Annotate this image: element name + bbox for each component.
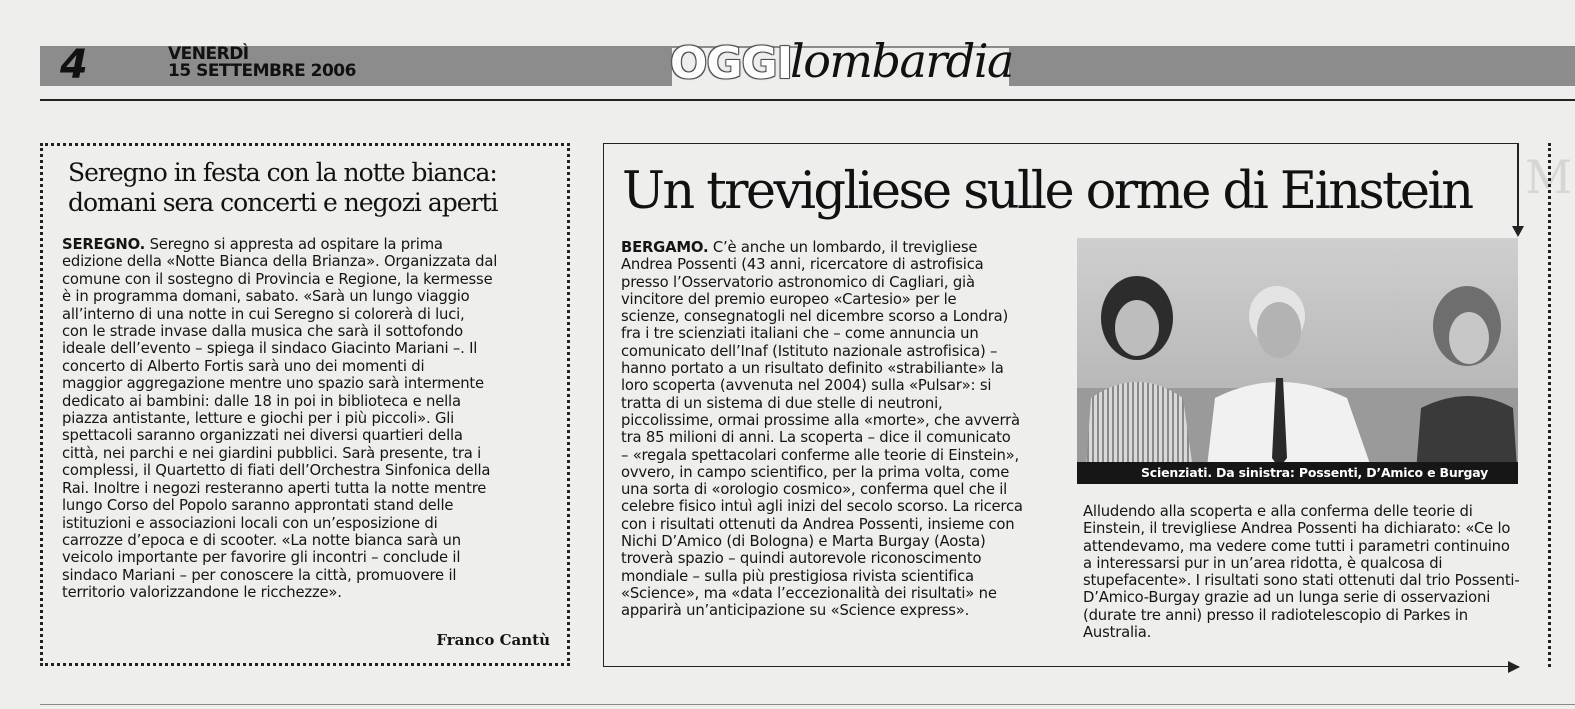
body-line: veicolo importante per favorire gli incontri – conclude il (62, 549, 461, 567)
body-line: comune con il sostegno di Provincia e Regione, la kermesse (62, 270, 493, 288)
body-line: ideale dell’evento – spiega il sindaco Giacinto Mariani –. Il (62, 340, 478, 358)
body-line: maggior aggregazione mentre uno spazio sarà intermente (62, 375, 484, 393)
left-article-title (68, 158, 558, 218)
body-line: Einstein, il trevigliese Andrea Possenti ha dichiarato: «Ce (1083, 520, 1493, 538)
body-line: piazza antistante, letture e giochi per i più piccoli». Gli (62, 410, 455, 428)
body-line: complessi, il Quartetto di fiati dell’Orchestra Sinfonica della (62, 462, 491, 480)
body-line: apparirà un’anticipazione su «Science express». (621, 602, 970, 620)
body-line: una sorta di «orologio cosmico», conferma quel che il (621, 481, 1008, 499)
body-line: spettacoli saranno organizzati nei diversi quartieri della (62, 427, 463, 445)
body-line: territorio valorizzandone le ricchezze». (62, 584, 342, 602)
body-line: istituzioni e associazioni locali con un’esposizione di (62, 514, 438, 532)
body-line: fra i tre scienziati italiani che – come annuncia un (621, 325, 979, 343)
right-dotted-border (1548, 143, 1551, 667)
body-line: con i risultati ottenuti da Andrea Possenti, insieme con (621, 515, 1015, 533)
page-number: 4 (60, 42, 88, 88)
body-line: Rai. Inoltre i negozi resteranno aperti tutta la notte mentre (62, 479, 487, 497)
left-title-line-1: Seregno in festa con la notte bianca: (68, 158, 497, 187)
body-line: concerto di Alberto Fortis sarà uno dei momenti di (62, 357, 425, 375)
body-line: «Science», ma «data l’eccezionalità dei risultati» ne (621, 584, 997, 602)
body-line: all’interno di una notte in cui Seregno si colorerà di luci, (62, 305, 465, 323)
right-kicker: BERGAMO. (621, 239, 709, 256)
body-line: lungo Corso del Popolo saranno approntati stand delle (62, 497, 454, 515)
body-line: edizione della «Notte Bianca della Brianza». Organizzata dal (62, 253, 498, 271)
body-line: città, nei parchi e nei giardini pubblici. Sarà presente, tra i (62, 444, 482, 462)
left-article-author: Franco Cantù (436, 631, 550, 649)
body-line: scienze, consegnatogli nel dicembre scorso a Londra) (621, 308, 1009, 326)
body-line: hanno portato a un risultato definito «strabiliante» la (621, 360, 1004, 378)
body-line: carrozze d’epoca e di scooter. «La notte bianca sarà un (62, 531, 461, 549)
body-line: dedicato ai bambini: dalle 18 in poi in biblioteca e nella (62, 392, 461, 410)
body-line: ovvero, in campo scientifico, per la prima volta, come (621, 463, 1010, 481)
body-line: Alludendo alla scoperta e alla conferma delle teorie di (1083, 503, 1473, 520)
body-line: mondiale – sulla più prestigiosa rivista scientifica (621, 567, 974, 585)
body-line: serie di osservazioni (durate tre anni) presso il (1083, 589, 1491, 624)
right-article-body-col2 (1083, 503, 1523, 641)
body-line: tratta di un sistema di due stelle di neutroni, (621, 394, 943, 412)
left-title-line-2: domani sera concerti e negozi aperti (68, 188, 498, 217)
body-line: con le strade invase dalla musica che sarà il sottofondo (62, 323, 464, 341)
scientists-photo (1077, 238, 1518, 484)
left-kicker: SEREGNO. (62, 236, 146, 253)
body-line: SEREGNO. Seregno si appresta ad ospitare la prima (62, 236, 443, 253)
body-line: BERGAMO. C’è anche un lombardo, il trevigliese (621, 239, 978, 256)
body-line: qualcosa di stupefacente». I risultati sono stati ottenuti (1083, 554, 1443, 590)
arrow-down-icon (1512, 226, 1524, 237)
body-line: dal trio Possenti-D’Amico-Burgay grazie ad un lunga (1083, 572, 1520, 607)
body-line: radiotelescopio di Parkes in Australia. (1083, 606, 1468, 642)
bleed-through-glyph: M (1525, 150, 1573, 204)
issue-date (168, 46, 356, 80)
body-line: piccolissime, ormai prossime alla «morte», che avverrà (621, 411, 1020, 429)
body-line: comunicato dell’Inaf (Istituto nazionale astrofisica) – (621, 342, 998, 360)
body-line: Nichi D’Amico (di Bologna) e Marta Burgay (Aosta) (621, 533, 986, 551)
issue-weekday: VENERDÌ (168, 44, 249, 64)
masthead-region: lombardia (790, 34, 1013, 88)
body-line: – «regala spettacolari conferme alle teorie di Einstein», (621, 446, 1019, 464)
right-article-body-col1 (621, 239, 1061, 620)
body-line: continuino a interessarsi pur in un’area ridotta, è (1083, 537, 1510, 572)
body-line: presso l’Osservatorio astronomico di Cagliari, già (621, 273, 975, 291)
body-line: Andrea Possenti (43 anni, ricercatore di astrofisica (621, 256, 984, 274)
body-line: è in programma domani, sabato. «Sarà un lungo viaggio (62, 288, 470, 306)
right-frame-edge (1517, 143, 1519, 228)
photo-caption: Scienziati. Da sinistra: Possenti, D’Amico e Burgay (1077, 462, 1518, 484)
body-line: lo attendevamo, ma vedere come tutti i parametri (1083, 520, 1511, 555)
body-line: tra 85 milioni di anni. La scoperta – dice il comunicato (621, 429, 1011, 447)
body-line: sindaco Mariani – per conoscere la città, promuovere il (62, 566, 457, 584)
photo-illustration (1077, 238, 1518, 484)
right-article-title: Un trevigliese sulle orme di Einstein (622, 162, 1472, 221)
arrow-right-icon (1508, 661, 1520, 673)
body-line: vincitore del premio europeo «Cartesio» per le (621, 290, 957, 308)
issue-date-text: 15 SETTEMBRE 2006 (168, 61, 356, 81)
bottom-rule (40, 704, 1575, 705)
left-article-body (62, 236, 557, 602)
masthead-oggi: OGGI (670, 38, 793, 89)
body-line: troverà spazio – quindi autorevole riconoscimento (621, 550, 982, 568)
header-rule (40, 99, 1575, 101)
body-line: celebre fisico intuì agli inizi del secolo scorso. La ricerca (621, 498, 1023, 516)
body-line: loro scoperta (avvenuta nel 2004) sulla «Pulsar»: si (621, 377, 992, 395)
